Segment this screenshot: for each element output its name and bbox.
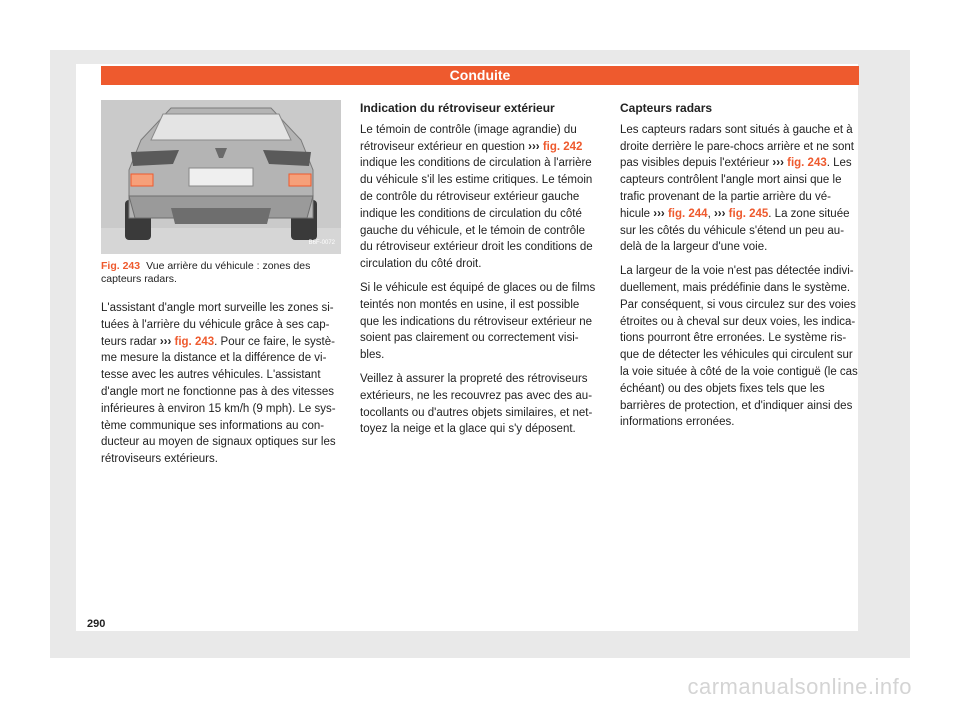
watermark: carmanualsonline.info [687,674,912,699]
text-run: . Les capteurs contrôlent l'angle mort ainsi que le trafic provenant de la partie arrière du vé-hicule [620,157,852,220]
text-run: Les capteurs radars sont situés à gauche et à droite derrière le pare-chocs arrière et ne sont pas visibles depuis l'extérieur [620,123,854,170]
reference-arrows: ››› [772,157,784,170]
figure-caption-text: Vue arrière du véhicule : zones des capteurs radars. [101,260,311,285]
paragraph [360,122,600,273]
paragraph [620,122,860,256]
page-number: 290 [87,618,106,630]
reference-arrows: ››› [713,207,726,220]
figure-reference-link[interactable]: fig. 243 [783,157,827,170]
column-middle [360,100,600,445]
figure-reference-link[interactable]: fig. 244 [664,207,708,220]
section-heading: Capteurs radars [620,101,713,115]
column-right [620,100,860,438]
text-run: indique les conditions de circulation à l'arrière du véhicule s'il les estime critiques. Le témoin de contrôle du rétroviseur extérieur gauche indique les conditions de circulation du côté gauche du véhicule, et le témoin de contrôle du rétroviseur extérieur droit les conditions de circulation du côté droit. [360,157,593,271]
paragraph [101,300,341,468]
paragraph: Si le véhicule est équipé de glaces ou de films teintés non montés en usine, il est possible que les indications du rétroviseur extérieur ne soient pas clairement ou correctement visi-bles. [360,281,596,362]
car-rear-illustration [101,100,341,254]
figure-reference-link[interactable]: fig. 245 [725,207,769,220]
figure-reference-link[interactable]: fig. 243 [171,335,215,348]
paragraph: Veillez à assurer la propreté des rétroviseurs extérieurs, ne les recouvrez pas avec des au-tocollants ou d'autres objets similaires, et net-toyez la neige et la glace qui s'y déposent. [360,372,593,436]
text-run: L'assistant d'angle mort surveille les zones si-tuées à l'arrière du véhicule grâce à ses cap-teurs radar [101,302,334,348]
paragraph: La largeur de la voie n'est pas détectée indivi-duellement, mais prédéfinie dans le système. Par conséquent, si vous circulez sur des voies étroites ou à cheval sur deux voies, les indica-tions pourront être erronées. Le système ris-que de détecter les véhicules qui circulent sur la voie située à côté de la voie contiguë (le cas échéant) ou des objets fixes tels que les barrières de protection, et d'indiquer ainsi des informations erronées. [620,265,858,429]
figure-code: B6F-0072 [308,240,335,247]
figure-caption [101,260,341,286]
section-heading: Indication du rétroviseur extérieur [360,101,555,115]
figure-label: Fig. 243 [101,260,141,272]
figure-car-rear [101,100,341,254]
column-left [101,100,341,475]
text-run: . La zone située sur les côtés du véhicule s'étend un peu au-delà de la largeur d'une voie. [620,207,850,254]
text-run: . Pour ce faire, le systè-me mesure la distance et la différence de vi-tesse avec les autres véhicules. L'assistant d'angle mort ne fonctionne pas à des vitesses inférieures à environ 15 km/h (9 mph). Le sys-tème communique ses informations au con-ducteur au moyen de signaux optiques sur les rétroviseurs extérieurs. [101,335,336,466]
figure-reference-link[interactable]: fig. 242 [539,140,583,153]
reference-arrows: ››› [653,207,665,220]
reference-arrows: ››› [528,140,540,153]
reference-arrows: ››› [159,335,172,348]
text-run: , [707,207,714,220]
text-run: Le témoin de contrôle (image agrandie) du rétroviseur extérieur en question [360,123,577,153]
section-header: Conduite [101,66,859,85]
